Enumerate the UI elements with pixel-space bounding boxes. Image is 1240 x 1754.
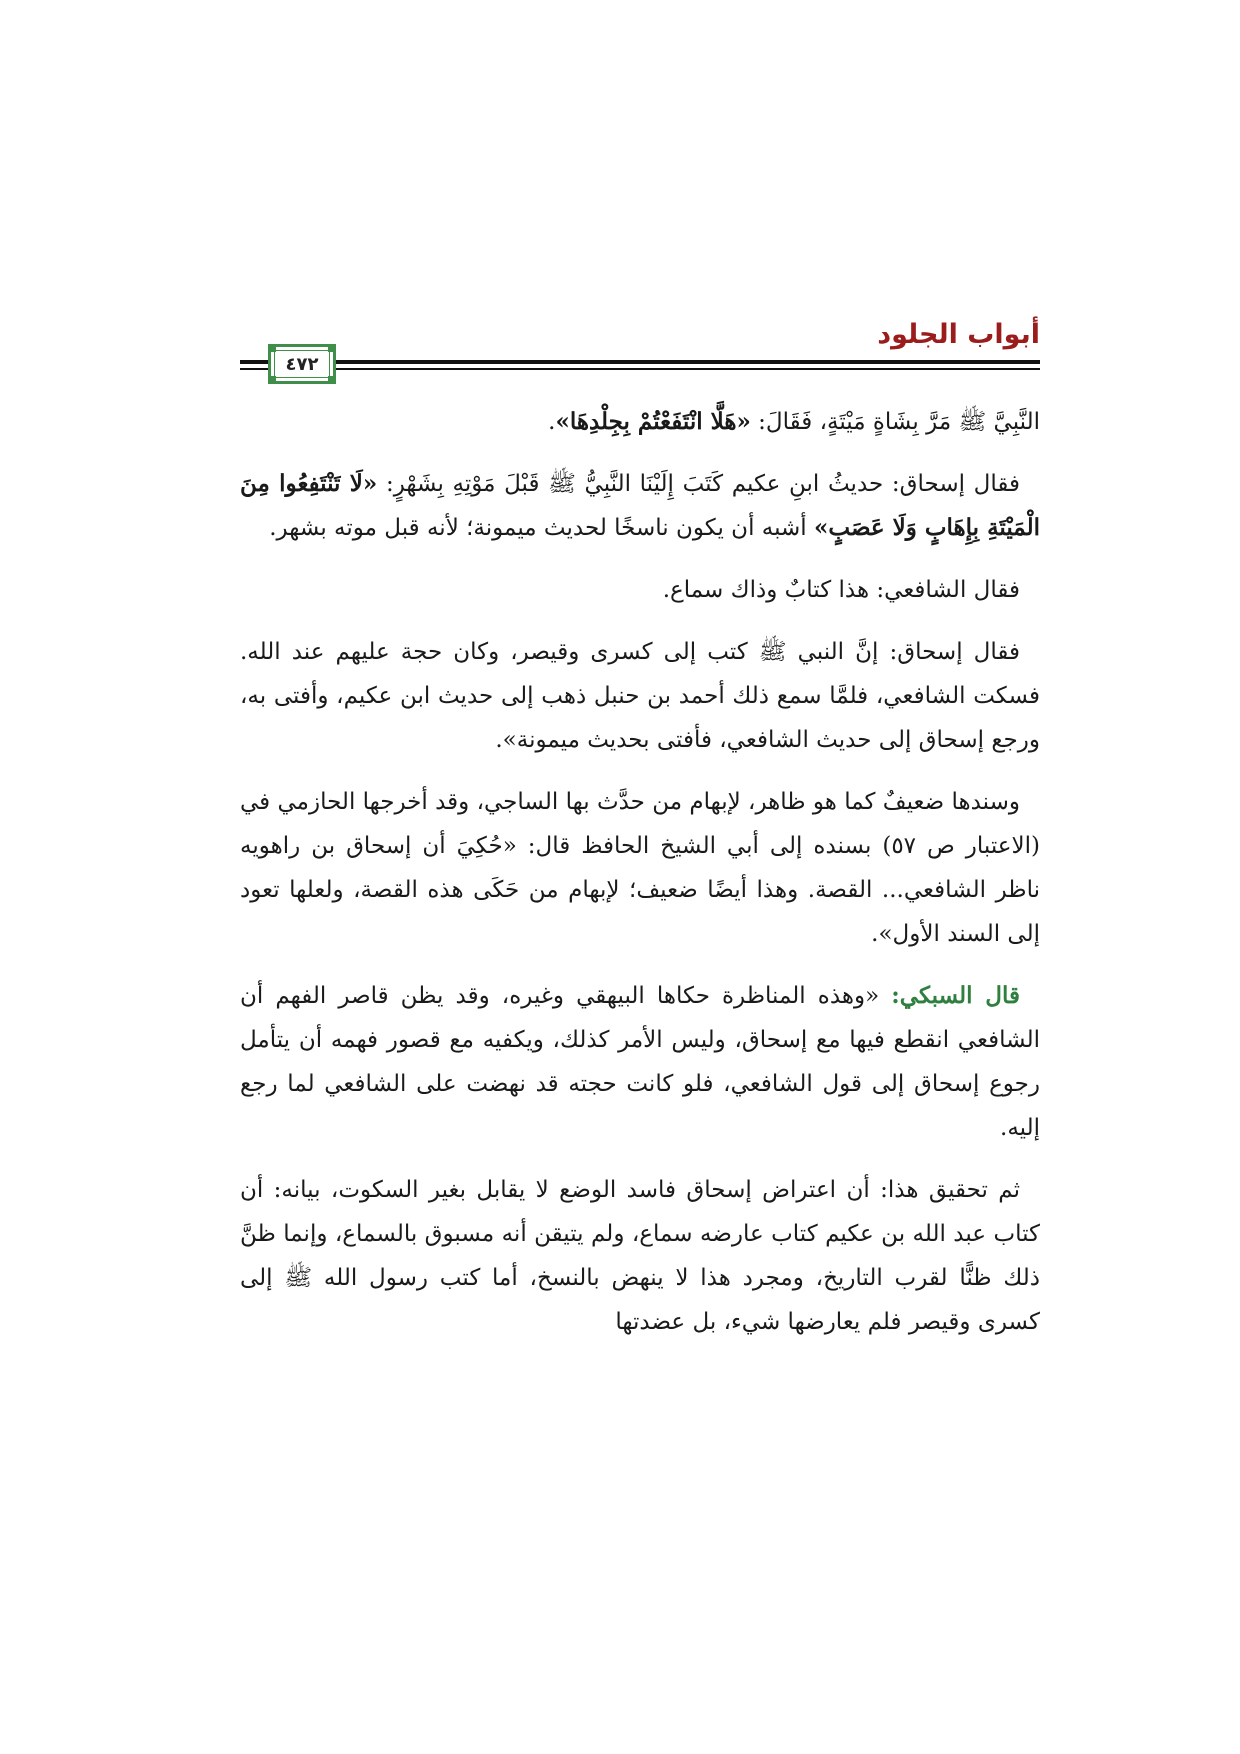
page-number: ٤٧٢ bbox=[285, 353, 319, 375]
paragraph-2 bbox=[240, 462, 1040, 550]
page-number-badge bbox=[268, 344, 336, 384]
paragraph-1-end: . bbox=[548, 409, 556, 435]
page-header bbox=[240, 318, 1040, 384]
paragraph-6 bbox=[240, 974, 1040, 1150]
paragraph-2-end: أشبه أن يكون ناسخًا لحديث ميمونة؛ لأنه قبل موته بشهر. bbox=[269, 515, 815, 541]
paragraph-6-text: «وهذه المناظرة حكاها البيهقي وغيره، وقد يظن قاصر الفهم أن الشافعي انقطع فيها مع إسحاق، وليس الأمر كذلك، ويكفيه مع قصور فهمه أن يتأمل رجوع إسحاق إلى قول الشافعي، فلو كانت حجته قد نهضت على الشافعي لما رجع إليه. bbox=[240, 983, 1040, 1141]
paragraph-4: فقال إسحاق: إنَّ النبي ﷺ كتب إلى كسرى وقيصر، وكان حجة عليهم عند الله. فسكت الشافعي، فلمَّا سمع ذلك أحمد بن حنبل ذهب إلى حديث ابن عكيم، وأفتى به، ورجع إسحاق إلى حديث الشافعي، فأفتى بحديث ميمونة». bbox=[240, 639, 1040, 753]
page-number-frame bbox=[274, 350, 330, 378]
chapter-title: أبواب الجلود bbox=[877, 319, 1040, 350]
paragraph-1-text: النَّبِيَّ ﷺ مَرَّ بِشَاةٍ مَيْتَةٍ، فَقَالَ: bbox=[750, 409, 1040, 435]
hadith-quote: «لَا تَنْتَفِعُوا مِنَ الْمَيْتَةِ بِإِهَابٍ وَلَا عَصَبٍ» bbox=[240, 470, 1040, 541]
paragraph-1 bbox=[240, 400, 1040, 444]
page-body bbox=[240, 400, 1040, 1362]
paragraph-2-text: فقال إسحاق: حديثُ ابنِ عكيم كَتَبَ إِلَيْنَا النَّبِيُّ ﷺ قَبْلَ مَوْتِهِ بِشَهْرٍ: bbox=[377, 471, 1020, 497]
speaker-label: قال السبكي: bbox=[891, 982, 1020, 1009]
paragraph-7: ثم تحقيق هذا: أن اعتراض إسحاق فاسد الوضع لا يقابل بغير السكوت، بيانه: أن كتاب عبد الله بن عكيم كتاب عارضه سماع، ولم يتيقن أنه مسبوق بالسماع، وإنما ظنَّ ذلك ظنًّا لقرب التاريخ، ومجرد هذا لا ينهض بالنسخ، أما كتب رسول الله ﷺ إلى كسرى وقيصر فلم يعارضها شيء، بل عضدتها bbox=[240, 1177, 1040, 1335]
badge-corner-ornament bbox=[328, 347, 333, 352]
badge-corner-ornament bbox=[271, 347, 276, 352]
hadith-quote: «هَلَّا انْتَفَعْتُمْ بِجِلْدِهَا» bbox=[555, 408, 751, 435]
header-rule-thick bbox=[240, 360, 1040, 364]
badge-corner-ornament bbox=[328, 376, 333, 381]
paragraph-3: فقال الشافعي: هذا كتابٌ وذاك سماع. bbox=[662, 577, 1020, 603]
header-rule-thin bbox=[240, 368, 1040, 370]
badge-corner-ornament bbox=[271, 376, 276, 381]
paragraph-5: وسندها ضعيفٌ كما هو ظاهر، لإبهام من حدَّث بها الساجي، وقد أخرجها الحازمي في (الاعتبار ص ٥٧) بسنده إلى أبي الشيخ الحافظ قال: «حُكِيَ أن إسحاق بن راهويه ناظر الشافعي... القصة. وهذا أيضًا ضعيف؛ لإبهام من حَكَى هذه القصة، ولعلها تعود إلى السند الأول». bbox=[240, 789, 1040, 947]
